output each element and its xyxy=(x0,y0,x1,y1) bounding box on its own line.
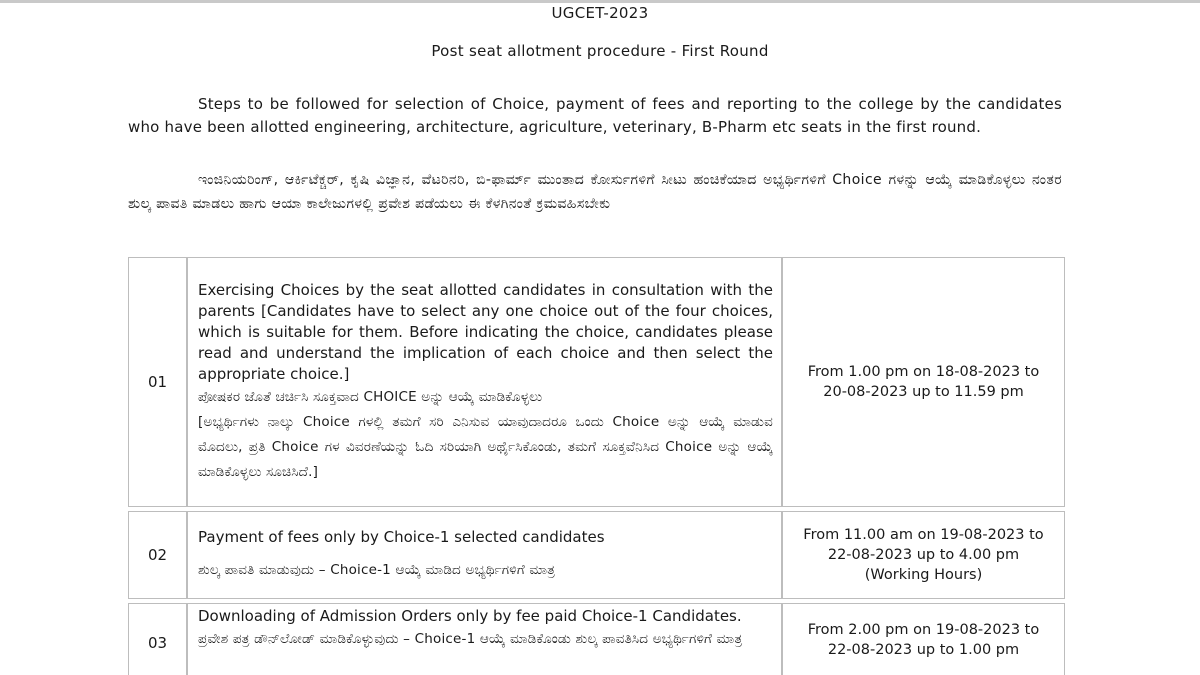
description-kannada: ಶುಲ್ಕ ಪಾವತಿ ಮಾಡುವುದು – Choice-1 ಆಯ್ಕೆ ಮಾಡಿದ ಅಭ್ಯರ್ಥಿಗಳಿಗೆ ಮಾತ್ರ xyxy=(198,562,556,578)
date-start: From 1.00 pm on 18-08-2023 to xyxy=(807,364,1040,380)
row-date xyxy=(782,511,1065,599)
row-description xyxy=(187,257,782,507)
document-subtitle: Post seat allotment procedure - First Round xyxy=(431,42,769,60)
row-description xyxy=(187,603,782,675)
row-date xyxy=(782,603,1065,675)
date-start: From 11.00 am on 19-08-2023 to xyxy=(803,527,1044,543)
intro-english: Steps to be followed for selection of Choice, payment of fees and reporting to the college by the candidates who have been allotted engineering, architecture, agriculture, veterinary, B-Pharm etc seats in the first round. xyxy=(128,95,1062,136)
date-end: 20-08-2023 up to 11.59 pm xyxy=(823,384,1024,400)
schedule-table xyxy=(128,253,1065,675)
table-row xyxy=(128,257,1065,507)
document-title: UGCET-2023 xyxy=(551,4,649,22)
table-row xyxy=(128,511,1065,599)
date-note: (Working Hours) xyxy=(864,567,983,583)
top-border-line xyxy=(0,0,1200,3)
row-number: 01 xyxy=(128,257,187,507)
date-end: 22-08-2023 up to 1.00 pm xyxy=(827,642,1020,658)
row-number: 03 xyxy=(128,603,187,675)
row-number: 02 xyxy=(128,511,187,599)
description-english: Downloading of Admission Orders only by fee paid Choice-1 Candidates. xyxy=(198,607,742,625)
description-english: Exercising Choices by the seat allotted candidates in consultation with the parents [Candidates have to select any one choice out of the four choices, which is suitable for them. Before indicating the choice, candidates please read and understand the implication of each choice and then select the appropriate choice.] xyxy=(198,280,773,383)
intro-kannada: ಇಂಜಿನಿಯರಿಂಗ್, ಆರ್ಕಿಟೆಕ್ಚರ್, ಕೃಷಿ ವಿಜ್ಞಾನ, ವೆಟರಿನರಿ, ಬಿ-ಫಾರ್ಮ್ ಮುಂತಾದ ಕೋರ್ಸುಗಳಿಗೆ ಸೀಟು ಹಂಚಿಕೆಯಾದ ಅಭ್ಯರ್ಥಿಗಳಿಗೆ Choice ಗಳನ್ನು ಆಯ್ಕೆ ಮಾಡಿಕೊಳ್ಳಲು ನಂತರ ಶುಲ್ಕ ಪಾವತಿ ಮಾಡಲು ಹಾಗು ಆಯಾ ಕಾಲೇಜುಗಳಲ್ಲಿ ಪ್ರವೇಶ ಪಡೆಯಲು ಈ ಕೆಳಗಿನಂತೆ ಕ್ರಮವಹಿಸಬೇಕು xyxy=(128,172,1062,212)
row-description xyxy=(187,511,782,599)
description-english: Payment of fees only by Choice-1 selected candidates xyxy=(198,528,605,546)
description-kannada: ಪೋಷಕರ ಜೊತೆ ಚರ್ಚಿಸಿ ಸೂಕ್ತವಾದ CHOICE ಅನ್ನು ಆಯ್ಕೆ ಮಾಡಿಕೊಳ್ಳಲು xyxy=(198,388,543,405)
date-start: From 2.00 pm on 19-08-2023 to xyxy=(807,622,1040,638)
row-date xyxy=(782,257,1065,507)
description-kannada-note: [ಅಭ್ಯರ್ಥಿಗಳು ನಾಲ್ಕು Choice ಗಳಲ್ಲಿ ತಮಗೆ ಸರಿ ಎನಿಸುವ ಯಾವುದಾದರೂ ಒಂದು Choice ಅನ್ನು ಆಯ್ಕೆ ಮಾಡುವ ಮೊದಲು, ಪ್ರತಿ Choice ಗಳ ವಿವರಣೆಯನ್ನು ಓದಿ ಸರಿಯಾಗಿ ಅರ್ಥೈಸಿಕೊಂಡು, ತಮಗೆ ಸೂಕ್ತವೆನಿಸಿದ Choice ಅನ್ನು ಆಯ್ಕೆ ಮಾಡಿಕೊಳ್ಳಲು ಸೂಚಿಸಿದೆ.] xyxy=(198,413,773,480)
date-end: 22-08-2023 up to 4.00 pm xyxy=(827,547,1020,563)
description-kannada: ಪ್ರವೇಶ ಪತ್ರ ಡೌನ್‌ಲೋಡ್ ಮಾಡಿಕೊಳ್ಳುವುದು – Choice-1 ಆಯ್ಕೆ ಮಾಡಿಕೊಂಡು ಶುಲ್ಕ ಪಾವತಿಸಿದ ಅಭ್ಯರ್ಥಿಗಳಿಗೆ ಮಾತ್ರ xyxy=(198,631,743,647)
table-row xyxy=(128,603,1065,675)
